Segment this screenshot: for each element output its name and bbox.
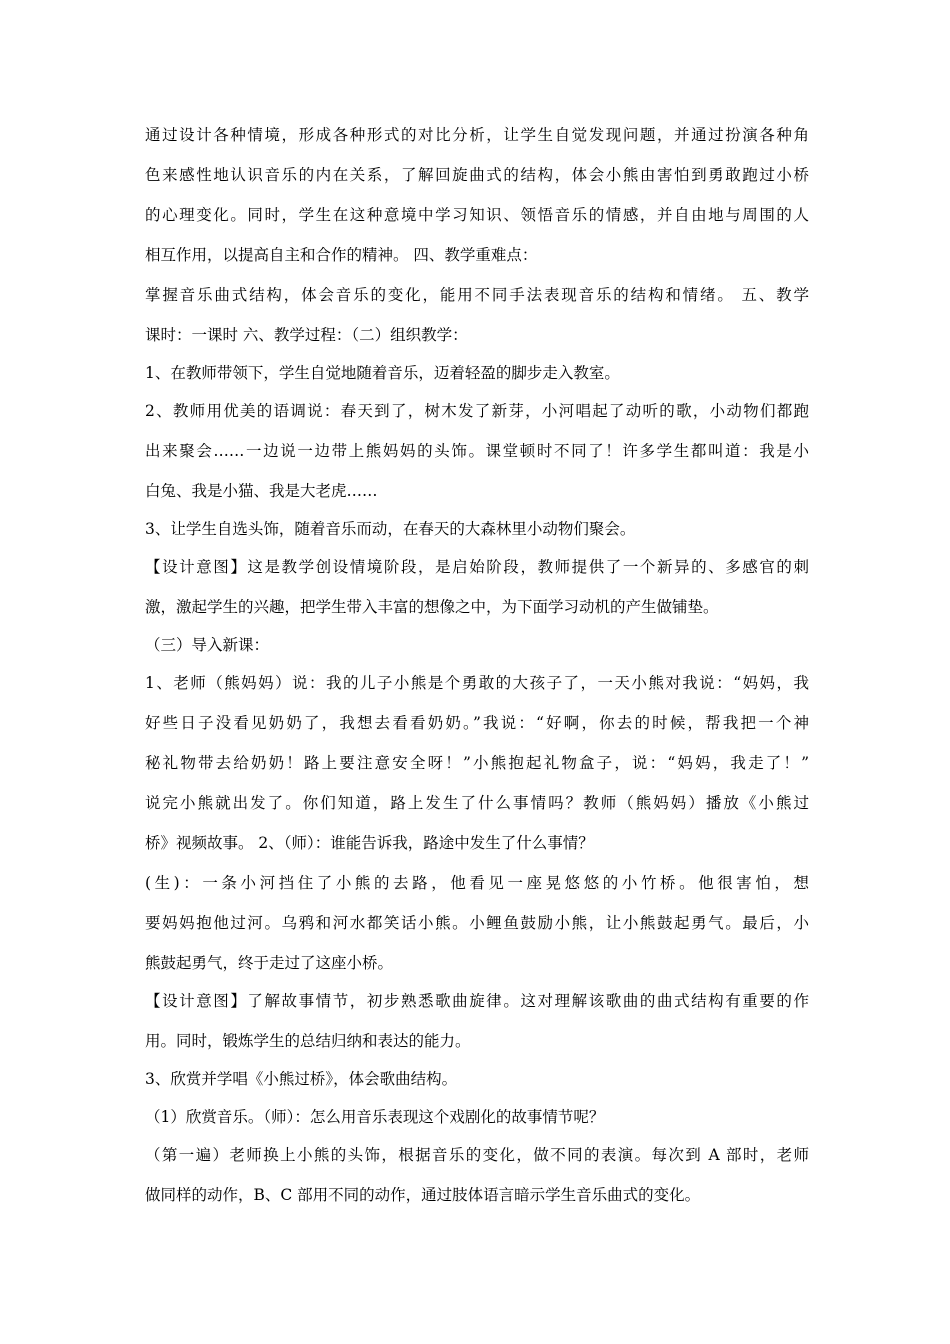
text-line: 要妈妈抱他过河。乌鸦和河水都笑话小熊。小鲤鱼鼓励小熊，让小熊鼓起勇气。最后，小 bbox=[145, 914, 809, 932]
text-line: 1、老师（熊妈妈）说：我的儿子小熊是个勇敢的大孩子了，一天小熊对我说：“妈妈，我 bbox=[145, 674, 809, 692]
text-line: 通过设计各种情境，形成各种形式的对比分析，让学生自觉发现问题，并通过扮演各种角 bbox=[145, 126, 809, 144]
text-line: （第一遍）老师换上小熊的头饰，根据音乐的变化，做不同的表演。每次到 A 部时，老师 bbox=[145, 1146, 809, 1164]
text-line: 色来感性地认识音乐的内在关系，了解回旋曲式的结构，体会小熊由害怕到勇敢跑过小桥 bbox=[145, 166, 809, 184]
text-line: 桥》视频故事。 2、（师）：谁能告诉我，路途中发生了什么事情？ bbox=[145, 834, 594, 852]
text-line: 2、教师用优美的语调说：春天到了，树木发了新芽，小河唱起了动听的歌，小动物们都跑 bbox=[145, 402, 809, 420]
text-line: 做同样的动作，B、C 部用不同的动作，通过肢体语言暗示学生音乐曲式的变化。 bbox=[145, 1186, 701, 1204]
text-line: 出来聚会……一边说一边带上熊妈妈的头饰。课堂顿时不同了！许多学生都叫道：我是小 bbox=[145, 442, 809, 460]
text-line: （三）导入新课： bbox=[145, 636, 270, 654]
text-line: (生)：一条小河挡住了小熊的去路，他看见一座晃悠悠的小竹桥。他很害怕，想 bbox=[145, 874, 809, 892]
text-line: 【设计意图】了解故事情节，初步熟悉歌曲旋律。这对理解该歌曲的曲式结构有重要的作 bbox=[145, 992, 809, 1010]
text-line: 1、在教师带领下，学生自觉地随着音乐，迈着轻盈的脚步走入教室。 bbox=[145, 364, 620, 382]
text-line: 熊鼓起勇气，终于走过了这座小桥。 bbox=[145, 954, 394, 972]
text-line: 好些日子没看见奶奶了，我想去看看奶奶。”我说：“好啊，你去的时候，帮我把一个神 bbox=[145, 714, 809, 732]
text-line: 激，激起学生的兴趣，把学生带入丰富的想像之中，为下面学习动机的产生做铺垫。 bbox=[145, 598, 719, 616]
text-line: 白兔、我是小猫、我是大老虎…… bbox=[145, 482, 378, 500]
text-line: 秘礼物带去给奶奶！路上要注意安全呀！”小熊抱起礼物盒子，说：“妈妈，我走了！” bbox=[145, 754, 809, 772]
text-line: 3、欣赏并学唱《小熊过桥》，体会歌曲结构。 bbox=[145, 1070, 458, 1088]
text-line: 3、让学生自选头饰，随着音乐而动，在春天的大森林里小动物们聚会。 bbox=[145, 520, 636, 538]
text-line: （1）欣赏音乐。（师）：怎么用音乐表现这个戏剧化的故事情节呢？ bbox=[145, 1108, 605, 1126]
text-line: 相互作用，以提高自主和合作的精神。 四、教学重难点： bbox=[145, 246, 538, 264]
text-line: 掌握音乐曲式结构，体会音乐的变化，能用不同手法表现音乐的结构和情绪。 五、教学 bbox=[145, 286, 809, 304]
text-line: 课时：一课时 六、教学过程：（二）组织教学： bbox=[145, 326, 468, 344]
text-line: 【设计意图】这是教学创设情境阶段，是启始阶段，教师提供了一个新异的、多感官的刺 bbox=[145, 558, 809, 576]
text-line: 的心理变化。同时，学生在这种意境中学习知识、领悟音乐的情感，并自由地与周围的人 bbox=[145, 206, 809, 224]
text-line: 说完小熊就出发了。你们知道，路上发生了什么事情吗？教师（熊妈妈）播放《小熊过 bbox=[145, 794, 809, 812]
text-line: 用。同时，锻炼学生的总结归纳和表达的能力。 bbox=[145, 1032, 471, 1050]
